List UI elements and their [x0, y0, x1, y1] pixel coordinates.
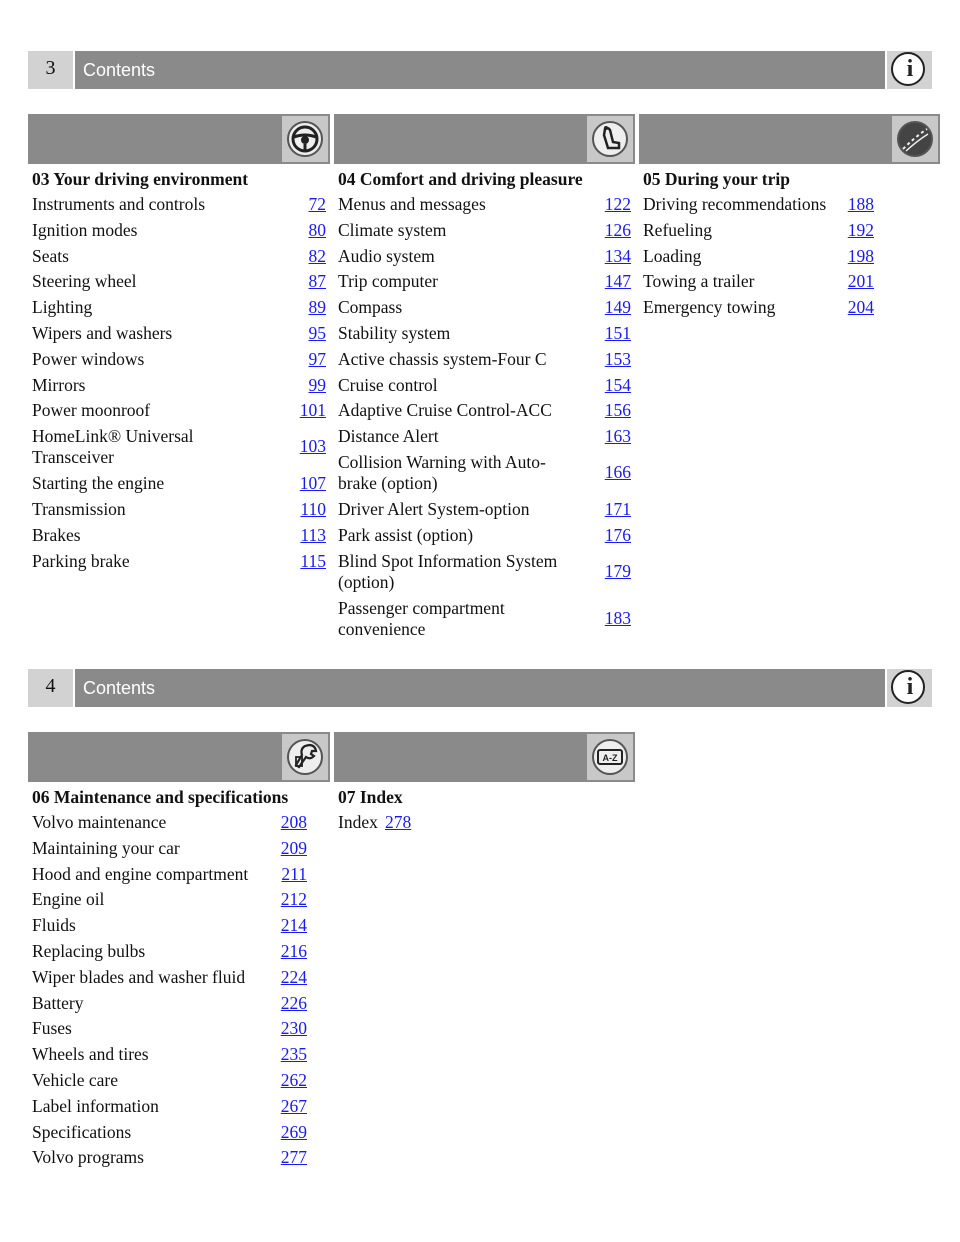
info-icon: i: [891, 670, 925, 704]
toc-page-link[interactable]: 214: [280, 915, 307, 936]
chapter-heading: 05 During your trip: [643, 169, 790, 189]
toc-entry-label: Active chassis system-Four C: [338, 348, 547, 369]
toc-entry-label: Compass: [338, 297, 403, 318]
toc-page-link[interactable]: 153: [604, 348, 631, 369]
toc-entry-label: Fluids: [32, 915, 76, 936]
toc-page-link[interactable]: 198: [847, 245, 874, 266]
chapter-06-icon-box: [282, 734, 328, 780]
toc-page-link[interactable]: 269: [280, 1121, 307, 1142]
toc-entry-label: Audio system: [338, 245, 435, 266]
road-icon: [897, 121, 933, 157]
toc-entry-label: Wipers and washers: [32, 323, 173, 343]
toc-entry-label: Cruise control: [338, 374, 438, 395]
info-button[interactable]: [887, 51, 932, 89]
toc-entry-label-line2: Transceiver: [32, 447, 114, 468]
toc-entry-label: Transmission: [32, 499, 126, 519]
toc-page-link[interactable]: 183: [604, 607, 631, 628]
toc-entry-label: Parking brake: [32, 550, 130, 571]
chapter-heading: 03 Your driving environment: [32, 169, 249, 189]
toc-entry-label: Brakes: [32, 524, 81, 545]
toc-page-link[interactable]: 208: [280, 812, 307, 832]
toc-page-link[interactable]: 149: [604, 297, 631, 318]
toc-page-link[interactable]: 230: [280, 1018, 307, 1039]
toc-page-link[interactable]: 122: [604, 194, 631, 214]
toc-page-link[interactable]: 267: [280, 1095, 307, 1116]
toc-entry-label: Maintaining your car: [32, 837, 180, 858]
toc-page-link[interactable]: 235: [280, 1044, 307, 1065]
toc-page-link[interactable]: 103: [299, 436, 326, 457]
toc-entry-label: Index: [338, 812, 378, 832]
toc-entry-label: Trip computer: [338, 271, 438, 292]
wrench-icon: [287, 739, 323, 775]
toc-page-link[interactable]: 166: [604, 462, 631, 482]
chapter-06-header: [28, 732, 330, 782]
toc-entry-label: Towing a trailer: [643, 271, 755, 292]
toc-page-link[interactable]: 176: [604, 524, 631, 545]
toc-entry-label: Emergency towing: [643, 297, 776, 318]
toc-entry-label: Menus and messages: [338, 194, 486, 214]
chapter-07-header: [334, 732, 635, 782]
toc-page-link[interactable]: 99: [308, 374, 326, 395]
toc-entry-label: Driver Alert System-option: [338, 499, 530, 519]
chapter-03-icon-box: [282, 116, 328, 162]
toc-entry-label-line2: (option): [338, 571, 395, 592]
a-z-index-icon: [592, 739, 628, 775]
toc-entry-label: Starting the engine: [32, 473, 165, 494]
section-number: 3: [28, 51, 73, 89]
toc-entry-label-line2: brake (option): [338, 473, 438, 493]
toc-entry-label: Volvo maintenance: [32, 812, 167, 832]
toc-entry-label: Engine oil: [32, 889, 105, 910]
toc-page-link[interactable]: 151: [604, 323, 631, 343]
toc-page-link[interactable]: 107: [299, 473, 326, 494]
section-number: 4: [28, 669, 73, 707]
chapter-05-icon-box: [892, 116, 938, 162]
toc-page-link[interactable]: 277: [280, 1147, 307, 1168]
section-title: Contents: [83, 678, 156, 698]
toc-entry-label: Vehicle care: [32, 1070, 118, 1090]
toc-page-link[interactable]: 262: [280, 1070, 307, 1090]
section-4-banner: [28, 669, 932, 707]
toc-entry-label: Mirrors: [32, 374, 86, 395]
toc-page-link[interactable]: 134: [604, 245, 631, 266]
toc-page-link[interactable]: 211: [281, 863, 307, 884]
toc-entry-label: Volvo programs: [32, 1147, 144, 1168]
toc-page-link[interactable]: 278: [385, 812, 412, 832]
toc-page-link[interactable]: 226: [280, 992, 307, 1013]
toc-entry-label: Loading: [643, 245, 702, 266]
toc-page-link[interactable]: 82: [308, 245, 326, 266]
seat-icon: [592, 121, 628, 157]
steering-wheel-icon: [287, 121, 323, 157]
toc-entry-label: Refueling: [643, 219, 713, 240]
toc-entry-label: Park assist (option): [338, 524, 474, 545]
toc-page-link[interactable]: 156: [604, 400, 631, 421]
chapter-05-header: [639, 114, 940, 164]
section-title-bar: [75, 51, 885, 89]
section-title: Contents: [83, 60, 156, 80]
toc-page-link[interactable]: 216: [280, 941, 307, 961]
toc-entry-label: Power moonroof: [32, 400, 151, 421]
toc-entry-label: Driving recommendations: [643, 194, 827, 214]
toc-entry-label: Hood and engine compartment: [32, 863, 249, 884]
toc-entry-label: Instruments and controls: [32, 194, 206, 214]
toc-page-link[interactable]: 154: [604, 374, 631, 395]
toc-entry-label: Lighting: [32, 297, 93, 318]
chapter-04-header: [334, 114, 635, 164]
toc-page-link[interactable]: 163: [604, 426, 631, 447]
toc-entry-label-line2: convenience: [338, 618, 426, 639]
chapter-03-header: [28, 114, 330, 164]
toc-entry-label: HomeLink® Universal: [32, 426, 194, 447]
info-icon: i: [891, 52, 925, 86]
info-button[interactable]: [887, 669, 932, 707]
toc-entry-label: Seats: [32, 245, 69, 266]
section-title-bar: [75, 669, 885, 707]
toc-page-link[interactable]: 110: [300, 499, 326, 519]
toc-page-link[interactable]: 115: [300, 550, 326, 571]
toc-page-link[interactable]: 97: [308, 348, 326, 369]
toc-page-link[interactable]: 192: [847, 219, 874, 240]
toc-entry-label: Ignition modes: [32, 219, 138, 240]
toc-entry-label: Steering wheel: [32, 271, 137, 292]
toc-page-link[interactable]: 179: [604, 560, 631, 581]
toc-page-link[interactable]: 89: [308, 297, 326, 318]
toc-page-link[interactable]: 113: [300, 524, 326, 545]
toc-page-link[interactable]: 101: [299, 400, 326, 421]
toc-entry-label: Fuses: [32, 1018, 72, 1039]
toc-entry-label: Label information: [32, 1095, 159, 1116]
chapter-heading: 06 Maintenance and specifications: [32, 787, 289, 807]
chapter-07-icon-box: [587, 734, 633, 780]
toc-entry-label: Climate system: [338, 219, 447, 240]
toc-page-link[interactable]: 204: [847, 297, 874, 318]
toc-page-link[interactable]: 126: [604, 219, 631, 240]
toc-entry-label: Blind Spot Information System: [338, 550, 558, 571]
chapter-heading: 04 Comfort and driving pleasure: [338, 169, 583, 189]
toc-page-link[interactable]: 147: [604, 271, 631, 292]
toc-entry-label: Wiper blades and washer fluid: [32, 966, 246, 987]
toc-entry-label: Replacing bulbs: [32, 941, 146, 961]
toc-page-link[interactable]: 209: [280, 837, 307, 858]
toc-entry-label: Stability system: [338, 323, 451, 343]
toc-entry-label: Distance Alert: [338, 426, 439, 447]
chapter-04-icon-box: [587, 116, 633, 162]
toc-page-link[interactable]: 87: [308, 271, 326, 292]
toc-page-link[interactable]: 72: [308, 194, 326, 214]
toc-entry-label: Wheels and tires: [32, 1044, 149, 1065]
a-z-label: A-Z: [602, 753, 618, 763]
toc-entry-label: Collision Warning with Auto-: [338, 452, 546, 472]
toc-page-link[interactable]: 171: [604, 499, 631, 519]
toc-entry-label: Passenger compartment: [338, 597, 505, 618]
toc-page-link[interactable]: 212: [280, 889, 307, 910]
toc-entry-label: Power windows: [32, 348, 145, 369]
toc-page-link[interactable]: 224: [280, 966, 307, 987]
toc-entry-label: Specifications: [32, 1121, 132, 1142]
toc-entry-label: Battery: [32, 992, 84, 1013]
toc-page-link[interactable]: 80: [308, 219, 326, 240]
toc-page-link[interactable]: 201: [847, 271, 874, 292]
toc-page-link[interactable]: 95: [308, 323, 326, 343]
section-3-banner: [28, 51, 932, 89]
toc-entry-label: Adaptive Cruise Control-ACC: [338, 400, 552, 421]
toc-page-link[interactable]: 188: [847, 194, 874, 214]
chapter-heading: 07 Index: [338, 787, 403, 807]
